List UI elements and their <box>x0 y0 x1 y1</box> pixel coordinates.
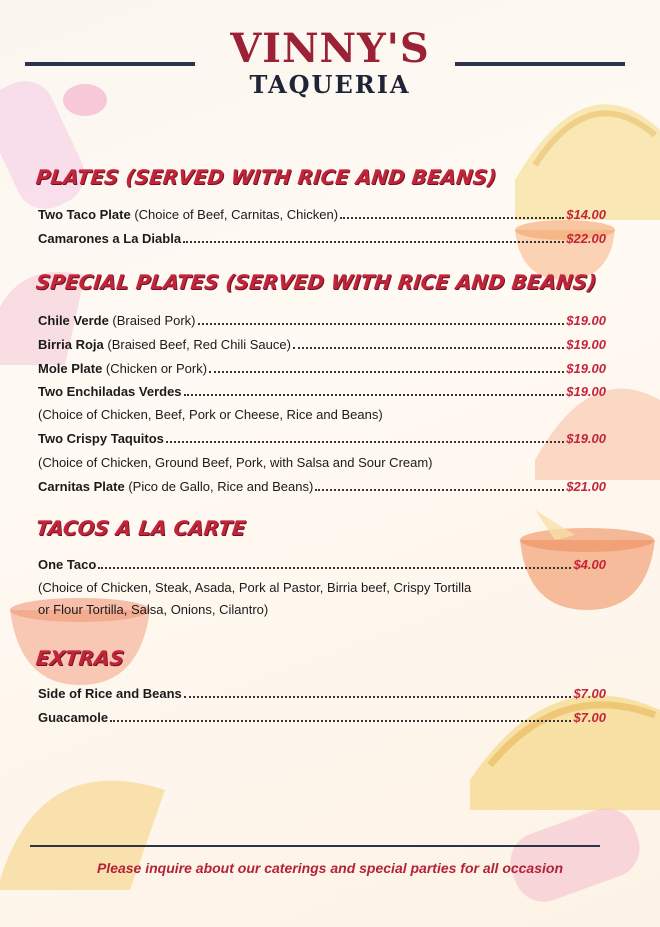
menu-item <box>38 207 606 222</box>
menu-item <box>38 384 606 399</box>
leader-dots <box>183 241 564 243</box>
menu-item <box>38 686 606 701</box>
leader-dots <box>110 720 571 722</box>
menu-item-price: $19.00 <box>566 384 606 399</box>
menu-item-price: $7.00 <box>573 710 606 725</box>
menu-item-name: One Taco <box>38 557 97 572</box>
section-title-plates: PLATES (SERVED WITH RICE AND BEANS) <box>34 165 498 189</box>
menu-item-price: $7.00 <box>573 686 606 701</box>
menu-item <box>38 431 606 446</box>
menu-item <box>38 557 606 572</box>
leader-dots <box>315 489 564 491</box>
footer-rule <box>30 845 600 847</box>
menu-item <box>38 479 606 494</box>
menu-item-name: Two Crispy Taquitos <box>38 431 164 446</box>
menu-item-price: $19.00 <box>566 361 606 376</box>
menu-item-price: $4.00 <box>573 557 606 572</box>
menu-item-name: Two Enchiladas Verdes <box>38 384 182 399</box>
menu-item-price: $14.00 <box>566 207 606 222</box>
menu-item <box>38 313 606 328</box>
menu-item-name: Chile Verde (Braised Pork) <box>38 313 196 328</box>
salsa-bowl-illustration <box>5 580 155 690</box>
taco-illustration <box>530 360 660 480</box>
menu-item-name: Birria Roja (Braised Beef, Red Chili Sauce) <box>38 337 291 352</box>
menu-item-name: Two Taco Plate (Choice of Beef, Carnitas, Chicken) <box>38 207 339 222</box>
menu-item-price: $19.00 <box>566 431 606 446</box>
menu-item-note: (Choice of Chicken, Beef, Pork or Cheese, Rice and Beans) <box>38 407 383 422</box>
menu-item-name: Camarones a La Diabla <box>38 231 182 246</box>
leader-dots <box>340 217 564 219</box>
menu-item-price: $19.00 <box>566 337 606 352</box>
leader-dots <box>166 441 564 443</box>
menu-item-name: Guacamole <box>38 710 109 725</box>
menu-item <box>38 361 606 376</box>
menu-item-name: Carnitas Plate (Pico de Gallo, Rice and Beans) <box>38 479 314 494</box>
menu-item-note: (Choice of Chicken, Steak, Asada, Pork al Pastor, Birria beef, Crispy Tortilla <box>38 580 472 595</box>
leader-dots <box>209 371 564 373</box>
menu-item-name: Side of Rice and Beans <box>38 686 182 701</box>
menu-item-price: $22.00 <box>566 231 606 246</box>
menu-item-name: Mole Plate (Chicken or Pork) <box>38 361 208 376</box>
menu-item-note: (Choice of Chicken, Ground Beef, Pork, with Salsa and Sour Cream) <box>38 455 433 470</box>
taco-illustration <box>0 245 95 375</box>
menu-item-price: $19.00 <box>566 313 606 328</box>
section-title-special-plates: SPECIAL PLATES (SERVED WITH RICE AND BEANS) <box>34 270 598 294</box>
menu-item <box>38 231 606 246</box>
restaurant-subtitle: TAQUERIA <box>249 70 411 99</box>
leader-dots <box>198 323 565 325</box>
leader-dots <box>98 567 571 569</box>
leader-dots <box>184 394 565 396</box>
section-title-extras: EXTRAS <box>34 646 126 670</box>
menu-item-note: or Flour Tortilla, Salsa, Onions, Cilantro) <box>38 602 269 617</box>
menu-item <box>38 337 606 352</box>
leader-dots <box>184 696 572 698</box>
section-title-tacos: TACOS A LA CARTE <box>34 516 247 540</box>
footer-note: Please inquire about our caterings and special parties for all occasion <box>96 860 564 876</box>
menu-item <box>38 710 606 725</box>
menu-item-price: $21.00 <box>566 479 606 494</box>
leader-dots <box>293 347 564 349</box>
restaurant-name: VINNY'S <box>230 25 430 72</box>
